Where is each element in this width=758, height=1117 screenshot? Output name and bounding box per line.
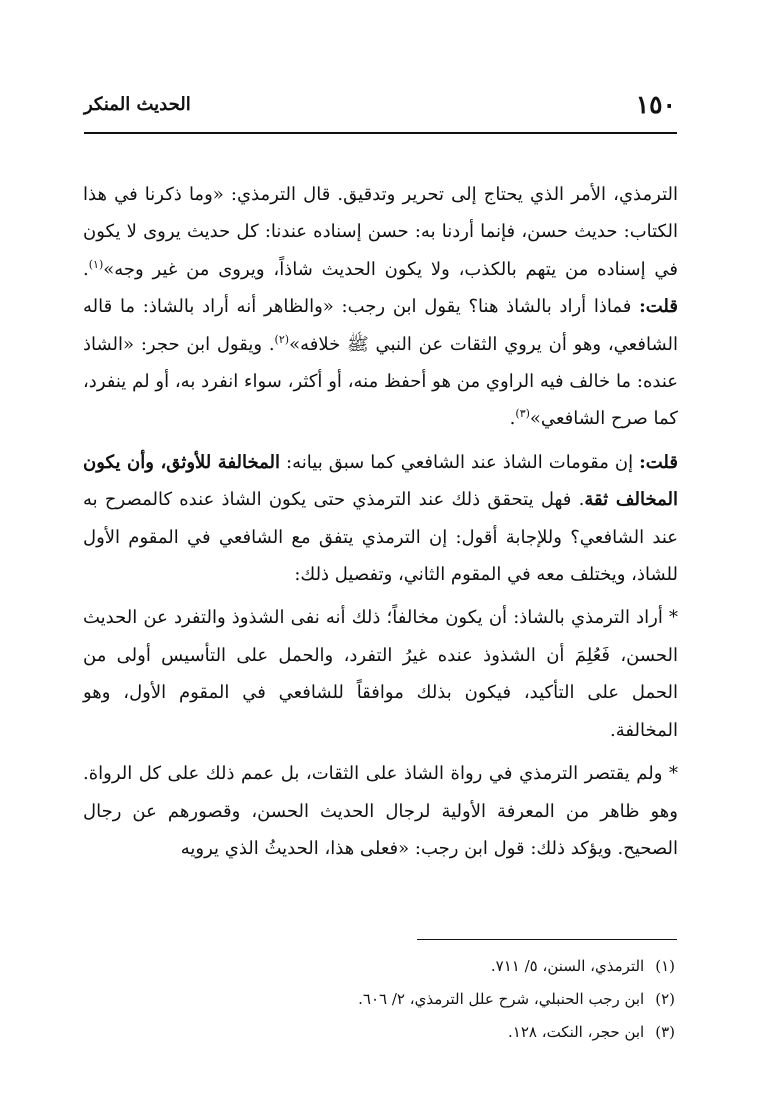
footnote-separator [417,939,677,940]
paragraph-1 [83,176,678,438]
footnote-item [200,983,675,1016]
page-number: ١٥٠ [635,90,676,119]
footnote-text: ابن رجب الحنبلي، شرح علل الترمذي، ٢/ ٦٠٦. [358,990,645,1008]
paragraph-1-text-d: . ويقول ابن حجر: «الشاذ عنده: ما خالف فيه الراوي من هو أحفظ منه، أو أكثر، سواء انفرد به، أو لم ينفرد، كما صرح الشافعي» [83,333,678,430]
footnote-item [200,1016,675,1049]
footnote-marker: (٢) [655,990,675,1008]
paragraph-1-text-c: فماذا أراد بالشاذ هنا؟ يقول ابن رجب: «والظاهر أنه أراد بالشاذ: ما قاله الشافعي، وهو أن يروي الثقات عن النبي ﷺ خلافه» [83,296,678,355]
paragraph-2 [83,444,678,594]
paragraph-2-text-a: إن مقومات الشاذ عند الشافعي كما سبق بيانه: [280,451,640,473]
footnote-item [200,950,675,983]
paragraph-4: * ولم يقتصر الترمذي في رواة الشاذ على الثقات، بل عمم ذلك على كل الرواة. وهو ظاهر من المعرفة الأولية لرجال الحديث الحسن، وقصورهم عن رجال الصحيح. ويؤكد ذلك: قول ابن رجب: «فعلى هذا، الحديثُ الذي يرويه [83,763,678,859]
footnote-marker: (١) [655,957,675,975]
paragraph-3: * أراد الترمذي بالشاذ: أن يكون مخالفاً؛ ذلك أنه نفى الشذوذ والتفرد عن الحديث الحسن، فَعُلِمَ أن الشذوذ عنده غيرُ التفرد، والحمل على التأسيس أولى من الحمل على التأكيد، فيكون بذلك موافقاً للشافعي في المقوم الأول، وهو المخالفة. [83,607,678,741]
paragraph-1-text-a: الترمذي، الأمر الذي يحتاج إلى تحرير وتدقيق. قال الترمذي: «وما ذكرنا في هذا الكتاب: حديث حسن، فإنما أردنا به: حسن إسناده عندنا: كل حديث يروى لا يكون في إسناده من يتهم بالكذب، ولا يكون الحديث شاذاً، ويروى من غير وجه» [83,184,678,280]
footnote-marker: (٣) [655,1023,675,1041]
main-text [83,176,678,867]
qult-label: قلت: [639,451,678,473]
running-title: الحديث المنكر [84,94,191,115]
paragraph-2-text-b: . فهل يتحقق ذلك عند الترمذي حتى يكون الشاذ عنده كالمصرح به عند الشافعي؟ وللإجابة أقول: إن الترمذي يتفق مع الشافعي في المقوم الأول للشاذ، ويختلف معه في المقوم الثاني، وتفصيل ذلك: [83,489,678,586]
header-rule [84,132,677,134]
footnote-ref-2[interactable]: (٢) [274,332,290,346]
footnotes [200,950,675,1049]
paragraph-1-text-e: . [509,408,516,430]
footnote-ref-1[interactable]: (١) [88,257,104,271]
bold-phrase: المخالفة للأوثق، وأن يكون المخالف ثقة [83,451,678,511]
footnote-text: الترمذي، السنن، ٥/ ٧١١. [490,957,645,975]
paragraph-1-text-b: . [83,258,89,280]
footnote-ref-3[interactable]: (٣) [515,407,530,421]
footnote-text: ابن حجر، النكت، ١٢٨. [508,1023,645,1041]
qult-label: قلت: [639,296,678,318]
page-header [84,88,676,128]
